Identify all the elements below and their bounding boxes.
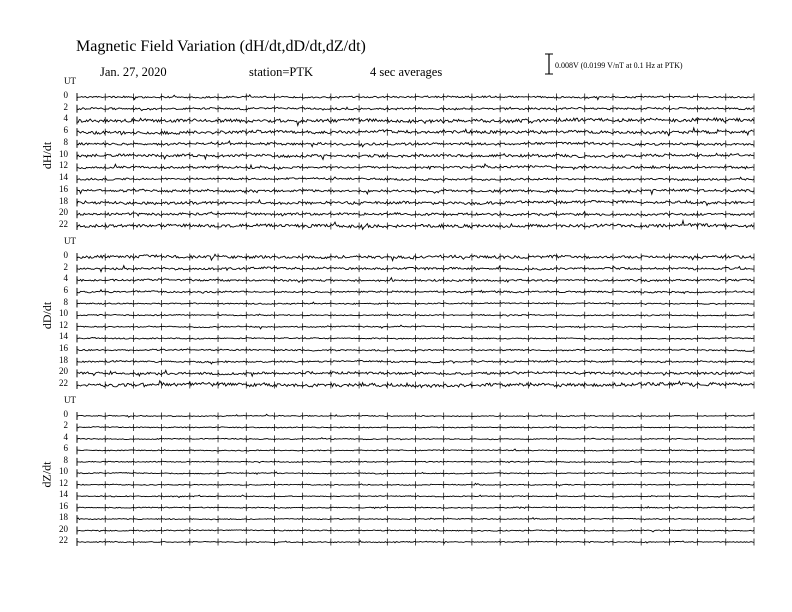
hour-label-16: 16 (59, 500, 68, 511)
hour-label-2: 2 (63, 261, 68, 272)
hour-label-4: 4 (63, 113, 68, 124)
ut-label-panel-2: UT (64, 236, 76, 246)
date-label: Jan. 27, 2020 (100, 65, 167, 79)
hour-label-2: 2 (63, 420, 68, 431)
hour-label-12: 12 (59, 477, 68, 488)
hour-label-10: 10 (59, 148, 68, 159)
hour-label-0: 0 (63, 409, 68, 419)
chart-title: Magnetic Field Variation (dH/dt,dD/dt,dZ/dt) (76, 38, 366, 55)
station-label: station=PTK (249, 65, 313, 79)
scale-label: 0.008V (0.0199 V/nT at 0.1 Hz at PTK) (555, 61, 683, 70)
hour-label-18: 18 (59, 195, 68, 206)
hour-label-2: 2 (63, 101, 68, 112)
hour-label-20: 20 (59, 523, 68, 534)
ylabel-panel-3: dZ/dt (39, 461, 54, 487)
averaging-label: 4 sec averages (370, 65, 443, 79)
hour-label-8: 8 (63, 454, 68, 465)
hour-label-4: 4 (63, 273, 68, 284)
hour-label-0: 0 (63, 250, 68, 260)
ylabel-panel-1: dH/dt (39, 141, 54, 169)
ylabel-panel-2: dD/dt (39, 301, 54, 329)
hour-label-8: 8 (63, 136, 68, 147)
hour-label-10: 10 (59, 466, 68, 477)
hour-label-20: 20 (59, 366, 68, 377)
hour-label-0: 0 (63, 90, 68, 100)
hour-label-22: 22 (59, 378, 68, 388)
hour-label-16: 16 (59, 183, 68, 194)
hour-label-8: 8 (63, 296, 68, 307)
hour-label-4: 4 (63, 431, 68, 442)
hour-label-20: 20 (59, 207, 68, 218)
hour-label-18: 18 (59, 354, 68, 365)
hour-label-22: 22 (59, 535, 68, 545)
hour-label-12: 12 (59, 160, 68, 171)
hour-label-16: 16 (59, 343, 68, 354)
hour-label-6: 6 (63, 443, 68, 454)
hour-label-22: 22 (59, 219, 68, 229)
hour-label-14: 14 (59, 172, 68, 183)
ut-label-panel-1: UT (64, 76, 76, 86)
hour-label-10: 10 (59, 308, 68, 319)
hour-label-14: 14 (59, 489, 68, 500)
hour-label-6: 6 (63, 284, 68, 295)
hour-label-12: 12 (59, 319, 68, 330)
hour-label-6: 6 (63, 125, 68, 136)
ut-label-panel-3: UT (64, 395, 76, 405)
hour-label-18: 18 (59, 512, 68, 523)
hour-label-14: 14 (59, 331, 68, 342)
